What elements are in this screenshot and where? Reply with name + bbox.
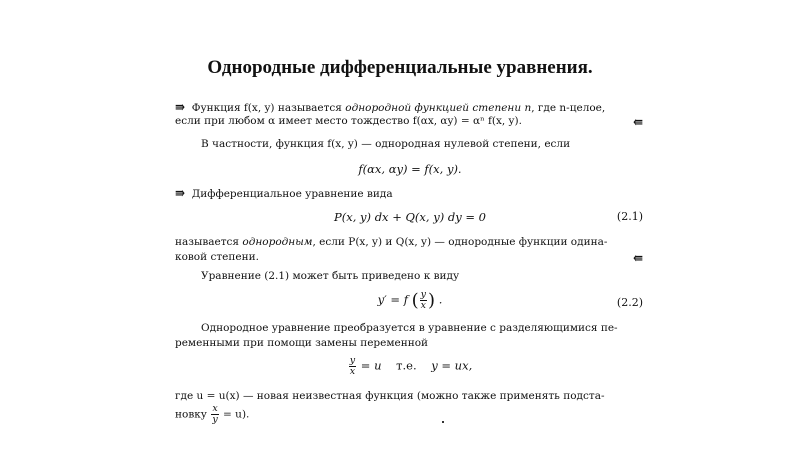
definition-term: однородной функцией степени n bbox=[345, 102, 532, 114]
document-body bbox=[175, 90, 645, 440]
paragraph-reduction: Уравнение (2.1) может быть приведено к виду bbox=[201, 270, 460, 282]
paragraph-definition-line-1 bbox=[175, 100, 645, 114]
definition-text-line2: если при любом α имеет место тождество f(αx, αy) = αⁿ f(x, y). bbox=[175, 115, 522, 127]
right-arrow-icon: ⇛ bbox=[175, 186, 186, 200]
fraction-x-over-y: $\frac{x}{y}$ bbox=[212, 403, 218, 425]
formula-2-2: y′ = f ( $\frac{y}{x}$ ) . bbox=[377, 289, 443, 311]
formula-substitution: $\frac{y}{x}$ = u т.е. y = ux, bbox=[349, 355, 473, 377]
paragraph-substitution-line-2: ременными при помощи замены переменной bbox=[175, 337, 429, 349]
homogeneous-text-b: , если P(x, y) и Q(x, y) — однородные функции одина- bbox=[312, 236, 608, 248]
equation-intro-text: Дифференциальное уравнение вида bbox=[191, 188, 393, 200]
left-arrow-icon: ⇚ bbox=[632, 115, 643, 129]
paragraph-new-function-line-2: новку $\frac{x}{y}$ = u). bbox=[175, 403, 250, 425]
equation-number-2-1: (2.1) bbox=[616, 210, 643, 223]
paragraph-homogeneous-line-2 bbox=[175, 251, 645, 263]
homogeneous-term: однородным bbox=[242, 236, 313, 248]
fraction-y-over-x: $\frac{y}{x}$ bbox=[420, 289, 427, 311]
formula-2-1: P(x, y) dx + Q(x, y) dy = 0 bbox=[334, 210, 486, 224]
formula-zero-degree: f(αx, αy) = f(x, y). bbox=[358, 162, 462, 176]
page-title: Однородные дифференциальные уравнения. bbox=[207, 57, 593, 78]
right-arrow-icon: ⇛ bbox=[175, 100, 186, 114]
paragraph-new-function-line-1: где u = u(x) — новая неизвестная функция (можно также применять подста- bbox=[175, 390, 605, 402]
homogeneous-text-line2: ковой степени. bbox=[175, 251, 259, 263]
fraction-y-over-x: $\frac{y}{x}$ bbox=[349, 355, 356, 377]
left-arrow-icon: ⇚ bbox=[632, 251, 643, 265]
stray-dot bbox=[442, 421, 444, 423]
paragraph-substitution-line-1: Однородное уравнение преобразуется в уравнение с разделяющимися пе- bbox=[201, 322, 618, 334]
definition-text-a: Функция f(x, y) называется bbox=[191, 102, 346, 114]
paragraph-zero-degree: В частности, функция f(x, y) — однородная нулевой степени, если bbox=[201, 138, 571, 150]
equation-number-2-2: (2.2) bbox=[616, 296, 643, 309]
paragraph-homogeneous-line-1 bbox=[175, 236, 645, 248]
paragraph-definition-line-2 bbox=[175, 115, 645, 127]
definition-text-b: , где n-целое, bbox=[531, 102, 606, 114]
paragraph-equation-intro bbox=[175, 186, 645, 200]
homogeneous-text-a: называется bbox=[175, 236, 243, 248]
